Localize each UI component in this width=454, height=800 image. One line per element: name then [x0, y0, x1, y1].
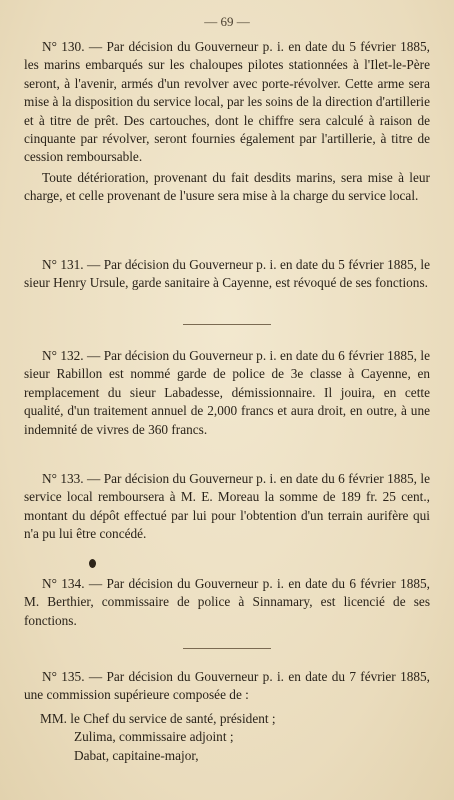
decision-134 — [24, 575, 430, 630]
decision-133 — [24, 470, 430, 544]
decision-130 — [24, 38, 430, 206]
decision-131 — [24, 256, 430, 293]
decision-135 — [24, 668, 430, 705]
commission-member: Dabat, capitaine-major, — [74, 747, 199, 763]
commission-member: Zulima, commissaire adjoint ; — [74, 729, 234, 745]
decision-130-paragraph-1: N° 130. — Par décision du Gouverneur p. i. en date du 5 février 1885, les marins embarqués sur les chaloupes pilotes stationnées à l'Ilet-le-Père seront, à l'avenir, armés d'un revolver avec porte-révolver. Cette arme sera mise à la disposition du service local, par les soins de la direction d'artillerie et à titre de prêt. Des cartouches, dont le chiffre sera calculé à raison de cinquante par révolver, seront fournies également par l'artillerie, à titre de cession remboursable. — [24, 39, 430, 165]
decision-132-paragraph: N° 132. — Par décision du Gouverneur p. i. en date du 6 février 1885, le sieur Rabillon est nommé garde de police de 3e classe à Cayenne, en remplacement du sieur Labadesse, démissionnaire. Il jouira, en cette qualité, d'un traitement annuel de 2,000 francs et aura droit, en outre, à une indemnité de vivres de 360 francs. — [24, 348, 430, 437]
page-number: — 69 — — [204, 14, 250, 29]
decision-135-paragraph: N° 135. — Par décision du Gouverneur p. i. en date du 7 février 1885, une commission supérieure composée de : — [24, 669, 430, 703]
decision-133-paragraph: N° 133. — Par décision du Gouverneur p. i. en date du 6 février 1885, le service local remboursera à M. E. Moreau la somme de 189 fr. 25 cent., montant du dépôt effectué par lui pour l'obtention d'un terrain aurifère qui n'a pu lui être concédé. — [24, 471, 430, 542]
commission-member: MM. le Chef du service de santé, président ; — [40, 711, 276, 726]
decision-131-paragraph: N° 131. — Par décision du Gouverneur p. i. en date du 5 février 1885, le sieur Henry Ursule, garde sanitaire à Cayenne, est révoqué de ses fonctions. — [24, 257, 430, 291]
commission-member-list — [40, 710, 420, 765]
decision-134-paragraph: N° 134. — Par décision du Gouverneur p. i. en date du 6 février 1885, M. Berthier, commissaire de police à Sinnamary, est licencié de ses fonctions. — [24, 576, 430, 628]
separator-rule — [183, 648, 271, 649]
decision-130-paragraph-2: Toute détérioration, provenant du fait desdits marins, sera mise à leur charge, et celle provenant de l'usure sera mise à la charge du service local. — [24, 169, 430, 204]
decision-132 — [24, 347, 430, 439]
ink-blot — [89, 559, 96, 568]
separator-rule — [183, 324, 271, 325]
